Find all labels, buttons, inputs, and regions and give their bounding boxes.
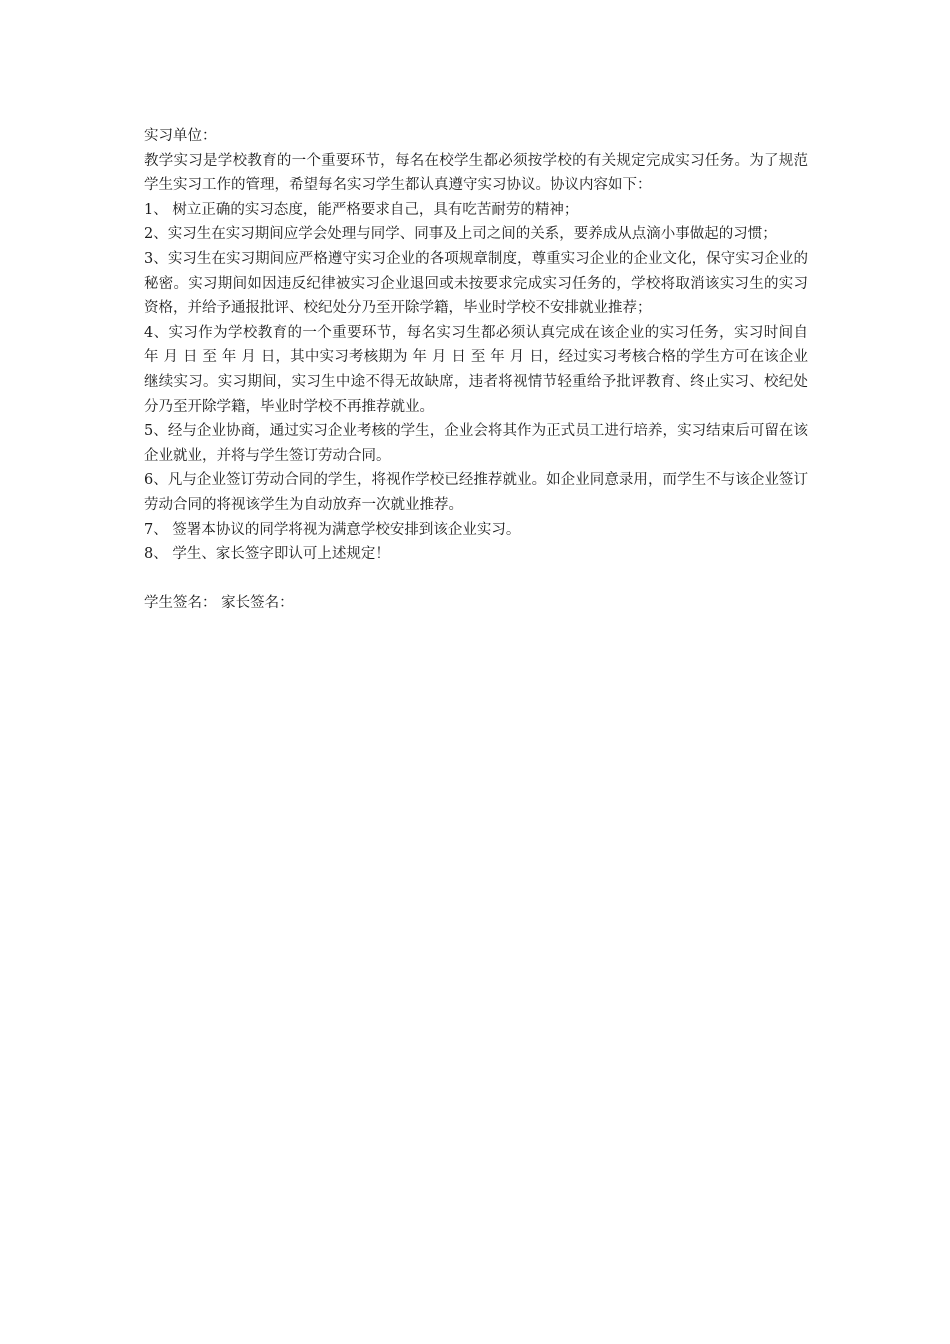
unit-label: 实习单位： xyxy=(144,128,217,144)
clause-7: 7、 签署本协议的同学将视为满意学校安排到该企业实习。 xyxy=(144,521,521,538)
clause-3: 3、实习生在实习期间应严格遵守实习企业的各项规章制度，尊重实习企业的企业文化，保守实习企业的秘密。实习期间如因违反纪律被实习企业退回或未按要求完成实习任务的，学校将取消该实习生的实习资格，并给予通报批评、校纪处分乃至开除学籍，毕业时学校不安排就业推荐； xyxy=(144,250,808,317)
clause-2: 2、实习生在实习期间应学会处理与同学、同事及上司之间的关系，要养成从点滴小事做起的习惯； xyxy=(144,226,777,243)
clause-8: 8、 学生、家长签字即认可上述规定！ xyxy=(144,546,390,563)
clause-6: 6、凡与企业签订劳动合同的学生，将视作学校已经推荐就业。如企业同意录用，而学生不与该企业签订劳动合同的将视该学生为自动放弃一次就业推荐。 xyxy=(144,472,808,513)
clause-5: 5、经与企业协商，通过实习企业考核的学生，企业会将其作为正式员工进行培养，实习结束后可留在该企业就业，并将与学生签订劳动合同。 xyxy=(144,423,808,464)
intro-paragraph: 教学实习是学校教育的一个重要环节，每名在校学生都必须按学校的有关规定完成实习任务。为了规范学生实习工作的管理，希望每名实习学生都认真遵守实习协议。协议内容如下： xyxy=(144,152,808,194)
agreement-body xyxy=(144,124,808,616)
signature-line: 学生签名： 家长签名： xyxy=(144,595,294,612)
clause-1: 1、 树立正确的实习态度，能严格要求自己，具有吃苦耐劳的精神； xyxy=(144,201,579,218)
clause-4: 4、实习作为学校教育的一个重要环节，每名实习生都必须认真完成在该企业的实习任务，实习时间自 年 月 日 至 年 月 日，其中实习考核期为 年 月 日 至 年 月 日，经过实习考核合格的学生方可在该企业继续实习。实习期间，实习生中途不得无故缺席，违者将视情节轻重给予批评教育、终止实习、校纪处分乃至开除学籍，毕业时学校不再推荐就业。 xyxy=(144,324,808,415)
